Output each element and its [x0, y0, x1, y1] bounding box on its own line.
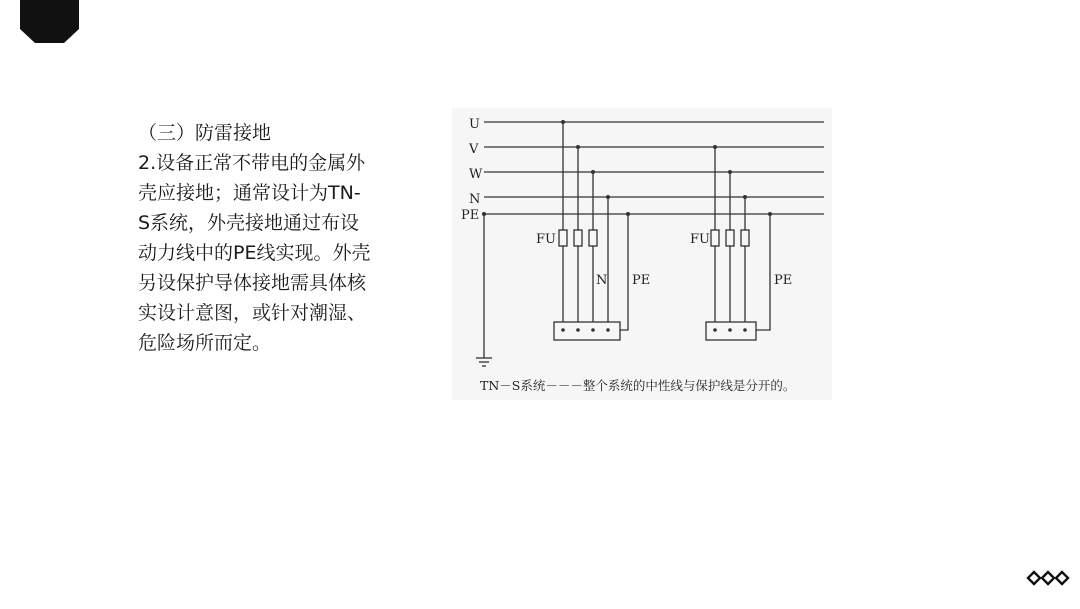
- text-line: 动力线中的PE线实现。外壳: [138, 242, 371, 264]
- fuse-icon: [726, 230, 734, 246]
- bus-label-u: U: [469, 117, 480, 132]
- bus-label-n: N: [469, 192, 481, 207]
- text-line: 实设计意图，或针对潮湿、: [138, 302, 367, 324]
- text-line: 另设保护导体接地需具体核: [138, 272, 367, 294]
- body-text: [138, 118, 398, 358]
- fuse-icon: [741, 230, 749, 246]
- text-line: S系统，外壳接地通过布设: [138, 212, 360, 234]
- bus-label-w: W: [469, 167, 483, 182]
- diagram-caption: TN－S系统－－－整个系统的中性线与保护线是分开的。: [480, 378, 796, 393]
- text-line: 壳应接地；通常设计为TN-: [138, 182, 361, 204]
- tn-s-wiring-diagram: [452, 108, 832, 400]
- bus-label-pe: PE: [461, 208, 480, 223]
- pe-wire-label: PE: [774, 273, 793, 288]
- n-wire-label: N: [596, 273, 608, 288]
- bus-label-v: V: [469, 142, 479, 157]
- fu-label: FU: [536, 232, 556, 247]
- text-line: 2.设备正常不带电的金属外: [138, 152, 366, 174]
- text-line: 危险场所而定。: [138, 332, 272, 354]
- fu-label: FU: [690, 232, 710, 247]
- corner-badge-icon: [20, 0, 79, 43]
- section-heading: （三）防雷接地: [138, 122, 272, 144]
- pe-wire-label: PE: [632, 273, 651, 288]
- fuse-icon: [574, 230, 582, 246]
- diamond-ornament-icon: [1026, 569, 1070, 587]
- fuse-icon: [589, 230, 597, 246]
- fuse-icon: [711, 230, 719, 246]
- fuse-icon: [559, 230, 567, 246]
